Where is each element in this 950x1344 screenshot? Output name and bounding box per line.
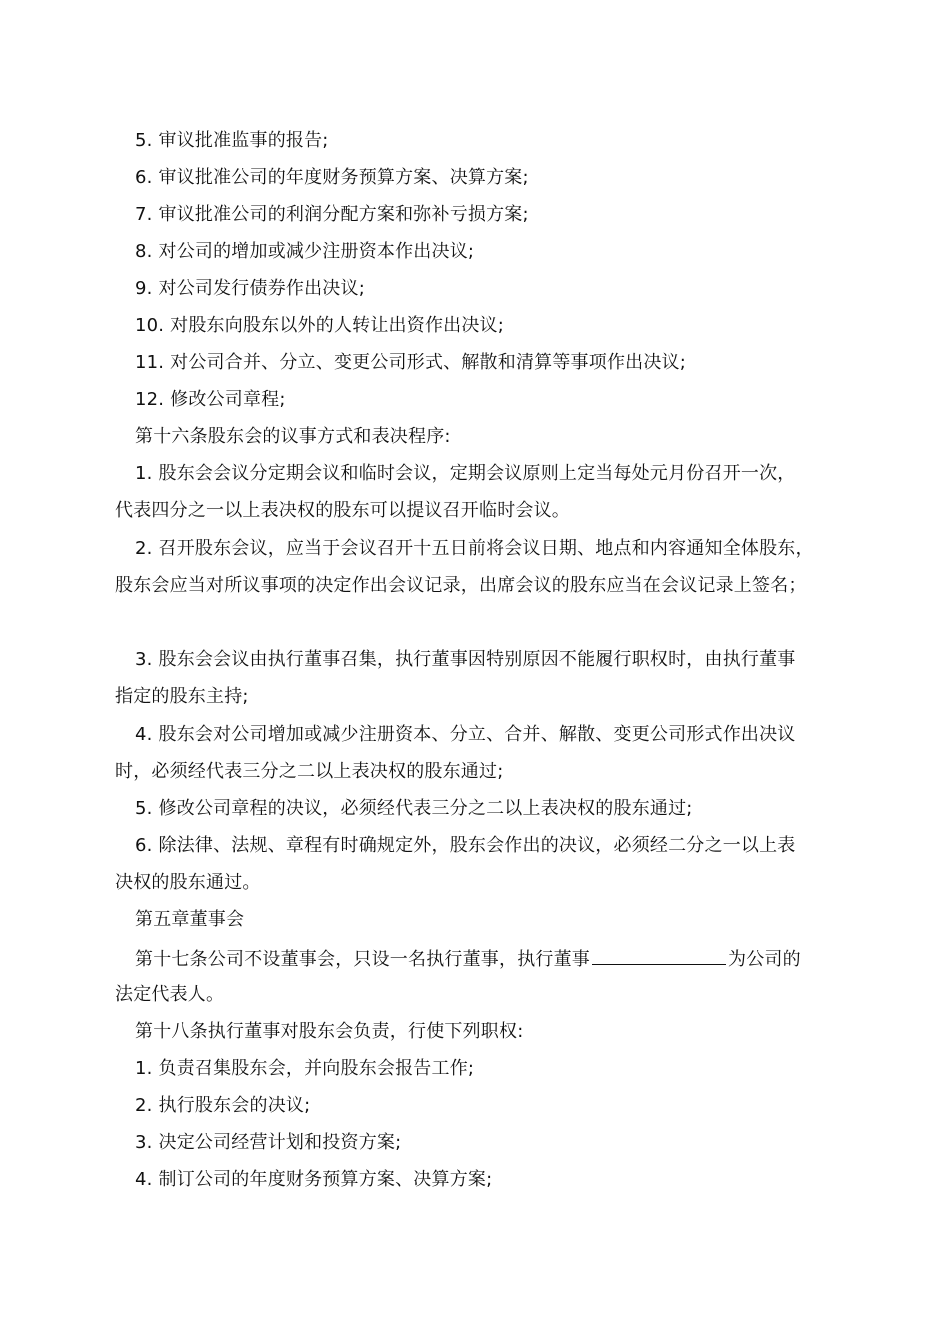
list-item: 5. 审议批准监事的报告;	[135, 130, 329, 151]
article-heading: 第十八条执行董事对股东会负责，行使下列职权:	[135, 1021, 524, 1042]
paragraph-line: 时，必须经代表三分之二以上表决权的股东通过;	[115, 761, 504, 782]
list-item: 6. 审议批准公司的年度财务预算方案、决算方案;	[135, 167, 529, 188]
list-item: 3. 决定公司经营计划和投资方案;	[135, 1132, 402, 1153]
paragraph-line: 4. 股东会对公司增加或减少注册资本、分立、合并、解散、变更公司形式作出决议	[135, 724, 796, 745]
paragraph-line-with-blank	[135, 946, 801, 972]
list-item: 11. 对公司合并、分立、变更公司形式、解散和清算等事项作出决议;	[135, 352, 687, 373]
fill-in-blank[interactable]	[592, 946, 726, 965]
paragraph-line: 决权的股东通过。	[115, 872, 261, 893]
paragraph-line: 代表四分之一以上表决权的股东可以提议召开临时会议。	[115, 500, 570, 521]
list-item: 7. 审议批准公司的利润分配方案和弥补亏损方案;	[135, 204, 529, 225]
chapter-heading: 第五章董事会	[135, 909, 245, 930]
list-item: 1. 负责召集股东会，并向股东会报告工作;	[135, 1058, 475, 1079]
list-item: 5. 修改公司章程的决议，必须经代表三分之二以上表决权的股东通过;	[135, 798, 693, 819]
paragraph-line: 指定的股东主持;	[115, 686, 249, 707]
list-item: 9. 对公司发行债券作出决议;	[135, 278, 365, 299]
paragraph-line: 6. 除法律、法规、章程有时确规定外，股东会作出的决议，必须经二分之一以上表	[135, 835, 796, 856]
paragraph-line: 2. 召开股东会议，应当于会议召开十五日前将会议日期、地点和内容通知全体股东，	[135, 538, 814, 559]
paragraph-line: 股东会应当对所议事项的决定作出会议记录，出席会议的股东应当在会议记录上签名；	[115, 575, 807, 596]
paragraph-line: 1. 股东会会议分定期会议和临时会议，定期会议原则上定当每处元月份召开一次，	[135, 463, 796, 484]
paragraph-line: 法定代表人。	[115, 984, 225, 1005]
article-heading: 第十六条股东会的议事方式和表决程序:	[135, 426, 451, 447]
list-item: 2. 执行股东会的决议;	[135, 1095, 311, 1116]
paragraph-line: 3. 股东会会议由执行董事召集，执行董事因特别原因不能履行职权时，由执行董事	[135, 649, 796, 670]
list-item: 4. 制订公司的年度财务预算方案、决算方案;	[135, 1169, 493, 1190]
paragraph-text: 为公司的	[728, 949, 801, 970]
paragraph-text: 第十七条公司不设董事会，只设一名执行董事，执行董事	[135, 949, 590, 970]
list-item: 8. 对公司的增加或减少注册资本作出决议;	[135, 241, 475, 262]
list-item: 12. 修改公司章程;	[135, 389, 286, 410]
list-item: 10. 对股东向股东以外的人转让出资作出决议;	[135, 315, 505, 336]
